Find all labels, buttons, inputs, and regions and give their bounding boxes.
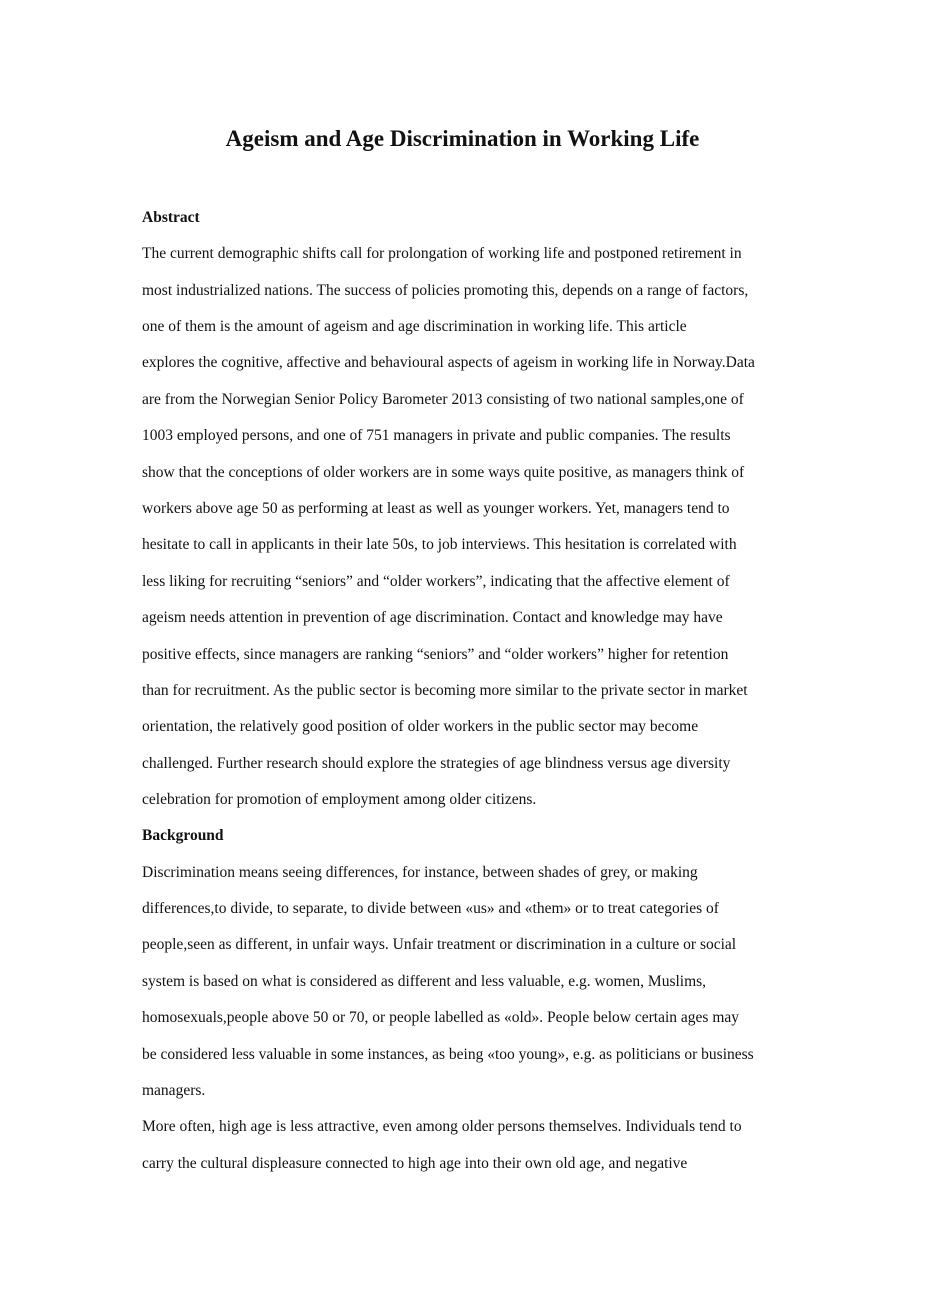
text-line: one of them is the amount of ageism and age discrimination in working life. This article — [142, 318, 687, 335]
text-line: most industrialized nations. The success of policies promoting this, depends on a range of factors, — [142, 282, 749, 299]
text-line: orientation, the relatively good position of older workers in the public sector may become — [142, 718, 699, 735]
text-line: people,seen as different, in unfair ways. Unfair treatment or discrimination in a culture or social — [142, 936, 737, 953]
text-line: system is based on what is considered as different and less valuable, e.g. women, Muslims, — [142, 973, 707, 990]
text-line: positive effects, since managers are ranking “seniors” and “older workers” higher for retention — [142, 646, 729, 663]
text-line: ageism needs attention in prevention of age discrimination. Contact and knowledge may have — [142, 609, 723, 626]
background-heading: Background — [142, 827, 224, 844]
text-line: hesitate to call in applicants in their late 50s, to job interviews. This hesitation is correlated with — [142, 536, 737, 553]
text-line: managers. — [142, 1082, 206, 1099]
text-line: Discrimination means seeing differences, for instance, between shades of grey, or making — [142, 864, 698, 881]
text-line: than for recruitment. As the public sector is becoming more similar to the private sector in market — [142, 682, 748, 699]
text-line: carry the cultural displeasure connected to high age into their own old age, and negative — [142, 1155, 688, 1172]
text-line: workers above age 50 as performing at least as well as younger workers. Yet, managers tend to — [142, 500, 730, 517]
text-line: homosexuals,people above 50 or 70, or people labelled as «old». People below certain ages may — [142, 1009, 740, 1026]
text-line: The current demographic shifts call for prolongation of working life and postponed retirement in — [142, 245, 742, 262]
text-line: differences,to divide, to separate, to divide between «us» and «them» or to treat categories of — [142, 900, 719, 917]
text-line: show that the conceptions of older workers are in some ways quite positive, as managers think of — [142, 464, 745, 481]
text-line: be considered less valuable in some instances, as being «too young», e.g. as politicians or business — [142, 1046, 754, 1063]
text-line: 1003 employed persons, and one of 751 managers in private and public companies. The results — [142, 427, 731, 444]
text-line: explores the cognitive, affective and behavioural aspects of ageism in working life in Norway.Data — [142, 354, 755, 371]
text-line: are from the Norwegian Senior Policy Barometer 2013 consisting of two national samples,one of — [142, 391, 744, 408]
text-line: less liking for recruiting “seniors” and “older workers”, indicating that the affective element of — [142, 573, 730, 590]
text-line: celebration for promotion of employment among older citizens. — [142, 791, 537, 808]
paper-title: Ageism and Age Discrimination in Working Life — [225, 126, 700, 151]
text-line: More often, high age is less attractive, even among older persons themselves. Individuals tend to — [142, 1118, 742, 1135]
text-line: challenged. Further research should explore the strategies of age blindness versus age diversity — [142, 755, 731, 772]
abstract-heading: Abstract — [142, 209, 200, 226]
